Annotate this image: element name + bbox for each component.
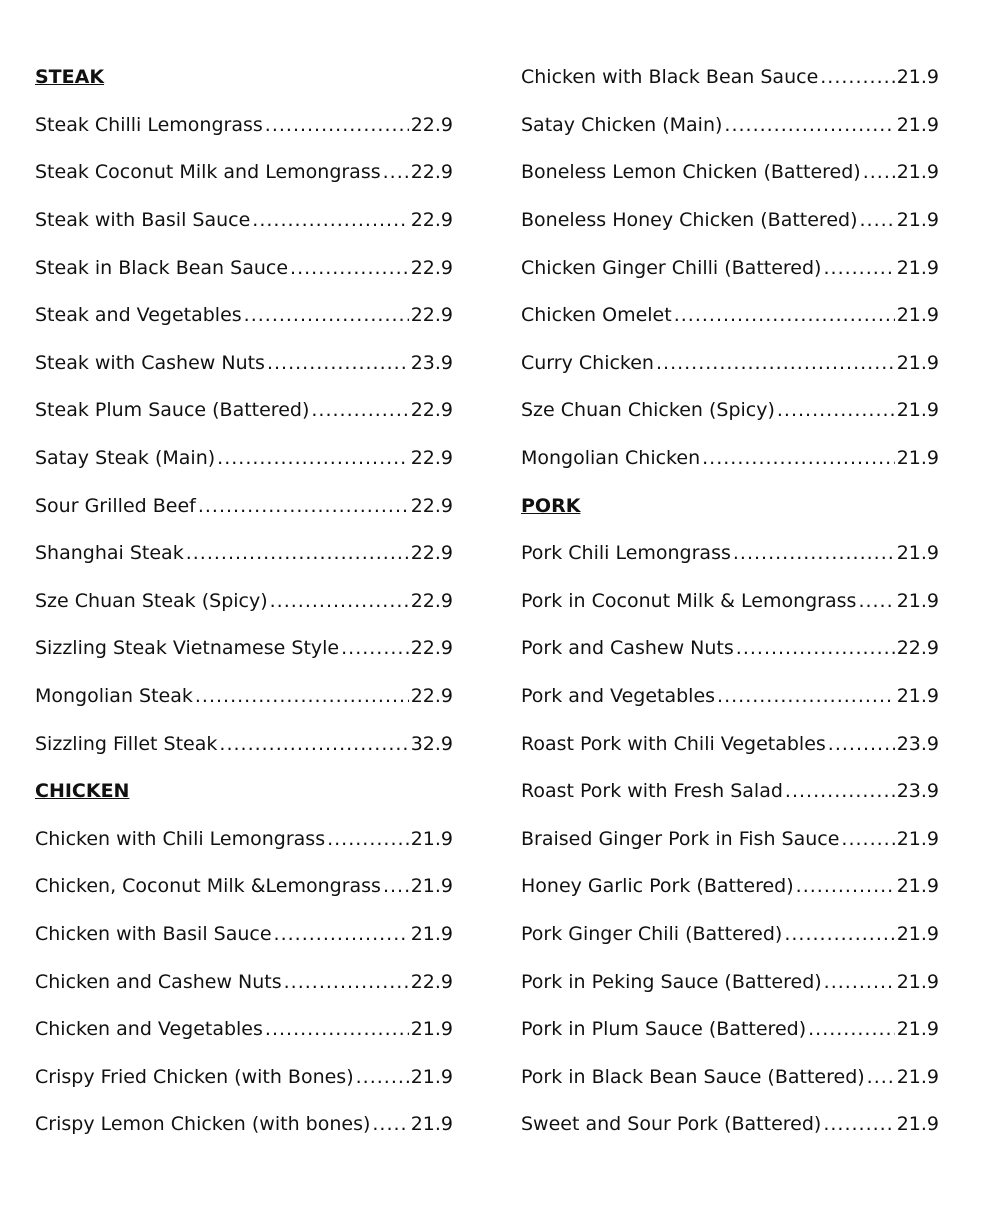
menu-item-name: Pork in Peking Sauce (Battered) [521, 970, 822, 993]
section-heading-label: STEAK [35, 66, 105, 89]
menu-item [35, 625, 453, 673]
menu-item-price: 21.9 [896, 447, 939, 470]
menu-item [521, 768, 939, 816]
dot-leader [186, 544, 409, 563]
menu-item-price: 23.9 [896, 732, 939, 755]
menu-item-name: Steak Coconut Milk and Lemongrass [35, 161, 381, 184]
menu-column-right [521, 54, 939, 1149]
menu-item-name: Honey Garlic Pork (Battered) [521, 875, 794, 898]
dot-leader [327, 830, 409, 849]
menu-item-name: Chicken Ginger Chilli (Battered) [521, 256, 822, 279]
menu-item-price: 22.9 [410, 209, 453, 232]
dot-leader [219, 735, 408, 754]
menu-item-name: Sour Grilled Beef [35, 494, 196, 517]
menu-item [521, 292, 939, 340]
menu-item [521, 244, 939, 292]
dot-leader [311, 401, 408, 420]
dot-leader [195, 687, 409, 706]
menu-item-price: 22.9 [410, 685, 453, 708]
dot-leader [198, 497, 409, 516]
menu-item-name: Steak Plum Sauce (Battered) [35, 399, 310, 422]
menu-item-price: 21.9 [896, 1065, 939, 1088]
menu-item-name: Pork in Plum Sauce (Battered) [521, 1018, 807, 1041]
menu-item [521, 911, 939, 959]
menu-item [521, 958, 939, 1006]
dot-leader [383, 163, 409, 182]
menu-item-name: Steak with Basil Sauce [35, 209, 251, 232]
section-heading [521, 482, 939, 530]
menu-item-name: Steak in Black Bean Sauce [35, 256, 289, 279]
menu-item-price: 21.9 [896, 399, 939, 422]
menu-item-price: 21.9 [896, 66, 939, 89]
menu-item-price: 22.9 [410, 256, 453, 279]
dot-leader [674, 306, 895, 325]
dot-leader [244, 306, 409, 325]
dot-leader [867, 1068, 895, 1087]
menu-item-name: Braised Ginger Pork in Fish Sauce [521, 827, 840, 850]
menu-item-name: Pork in Black Bean Sauce (Battered) [521, 1065, 865, 1088]
dot-leader [808, 1020, 895, 1039]
menu-item-name: Sweet and Sour Pork (Battered) [521, 1113, 822, 1136]
menu-item [35, 958, 453, 1006]
menu-item-name: Pork in Coconut Milk & Lemongrass [521, 589, 857, 612]
menu-item [35, 578, 453, 626]
menu-item-name: Satay Chicken (Main) [521, 113, 723, 136]
dot-leader [724, 116, 894, 135]
menu-item-price: 21.9 [410, 1065, 453, 1088]
dot-leader [828, 735, 895, 754]
menu-item-name: Pork Ginger Chili (Battered) [521, 922, 783, 945]
menu-item-name: Roast Pork with Fresh Salad [521, 780, 783, 803]
menu-item-name: Roast Pork with Chili Vegetables [521, 732, 826, 755]
dot-leader [383, 877, 409, 896]
menu-item-price: 21.9 [896, 589, 939, 612]
dot-leader [717, 687, 895, 706]
menu-item-name: Boneless Honey Chicken (Battered) [521, 209, 858, 232]
menu-item-price: 21.9 [896, 209, 939, 232]
menu-item [35, 102, 453, 150]
dot-leader [820, 68, 894, 87]
dot-leader [777, 401, 895, 420]
menu-item-price: 21.9 [896, 1018, 939, 1041]
menu-item-price: 21.9 [896, 161, 939, 184]
dot-leader [702, 449, 895, 468]
menu-item-price: 21.9 [896, 542, 939, 565]
menu-item-name: Chicken with Basil Sauce [35, 922, 272, 945]
menu-item-name: Satay Steak (Main) [35, 447, 216, 470]
dot-leader [252, 211, 408, 230]
menu-item [35, 1101, 453, 1149]
menu-item [521, 530, 939, 578]
menu-item [35, 1006, 453, 1054]
menu-item-price: 22.9 [410, 970, 453, 993]
menu-item-price: 23.9 [410, 351, 453, 374]
menu-item-price: 21.9 [410, 875, 453, 898]
menu-item-name: Steak with Cashew Nuts [35, 351, 265, 374]
menu-item-name: Chicken, Coconut Milk &Lemongrass [35, 875, 381, 898]
dot-leader [860, 211, 895, 230]
menu-item [35, 149, 453, 197]
menu-item-price: 22.9 [410, 542, 453, 565]
menu-item [521, 1101, 939, 1149]
dot-leader [270, 592, 409, 611]
menu-item [521, 54, 939, 102]
menu-item [35, 482, 453, 530]
menu-item [521, 720, 939, 768]
menu-item-name: Steak and Vegetables [35, 304, 242, 327]
menu-item-price: 21.9 [896, 351, 939, 374]
dot-leader [841, 830, 894, 849]
dot-leader [733, 544, 895, 563]
menu-item-price: 21.9 [896, 970, 939, 993]
menu-item [521, 149, 939, 197]
section-heading-label: CHICKEN [35, 780, 130, 803]
menu-item-price: 22.9 [410, 447, 453, 470]
menu-item [521, 1053, 939, 1101]
dot-leader [656, 354, 895, 373]
menu-item-name: Pork and Vegetables [521, 685, 716, 708]
dot-leader [823, 1115, 894, 1134]
menu-item [35, 863, 453, 911]
menu-item [521, 816, 939, 864]
menu-item-name: Pork Chili Lemongrass [521, 542, 731, 565]
menu-item-name: Chicken with Black Bean Sauce [521, 66, 819, 89]
menu-item [35, 435, 453, 483]
dot-leader [341, 639, 409, 658]
menu-item-price: 22.9 [410, 637, 453, 660]
section-heading [35, 54, 453, 102]
menu-item-name: Pork and Cashew Nuts [521, 637, 734, 660]
menu-item [35, 911, 453, 959]
menu-item-name: Crispy Lemon Chicken (with bones) [35, 1113, 371, 1136]
menu-item [35, 530, 453, 578]
dot-leader [356, 1068, 409, 1087]
dot-leader [217, 449, 409, 468]
dot-leader [823, 259, 894, 278]
menu-item [521, 340, 939, 388]
dot-leader [796, 877, 895, 896]
dot-leader [736, 639, 895, 658]
menu-item-price: 22.9 [410, 304, 453, 327]
menu-item-name: Crispy Fried Chicken (with Bones) [35, 1065, 354, 1088]
menu-item [521, 1006, 939, 1054]
menu-item-name: Chicken and Cashew Nuts [35, 970, 282, 993]
menu-item-name: Chicken Omelet [521, 304, 672, 327]
menu-item [35, 673, 453, 721]
dot-leader [290, 259, 409, 278]
menu-item-price: 21.9 [410, 827, 453, 850]
menu-item-name: Chicken and Vegetables [35, 1018, 263, 1041]
menu-item [521, 102, 939, 150]
menu-item-name: Mongolian Chicken [521, 447, 701, 470]
menu-item-name: Chicken with Chili Lemongrass [35, 827, 326, 850]
menu-item-price: 32.9 [410, 732, 453, 755]
menu-item [35, 197, 453, 245]
menu-column-left [35, 54, 453, 1149]
menu-item [35, 244, 453, 292]
dot-leader [784, 925, 894, 944]
dot-leader [284, 973, 409, 992]
menu-item-price: 22.9 [410, 161, 453, 184]
dot-leader [267, 354, 409, 373]
dot-leader [372, 1115, 408, 1134]
dot-leader [265, 1020, 409, 1039]
menu-item-price: 21.9 [410, 1113, 453, 1136]
menu-item [521, 197, 939, 245]
menu-item [521, 863, 939, 911]
menu-item [521, 625, 939, 673]
menu-item-name: Sizzling Steak Vietnamese Style [35, 637, 340, 660]
dot-leader [858, 592, 894, 611]
menu-item-price: 21.9 [896, 685, 939, 708]
menu-item-price: 22.9 [410, 399, 453, 422]
menu-item-name: Shanghai Steak [35, 542, 184, 565]
menu-item [35, 292, 453, 340]
menu-item [35, 720, 453, 768]
dot-leader [863, 163, 895, 182]
menu-item [35, 340, 453, 388]
menu-item-price: 21.9 [896, 875, 939, 898]
menu-item-price: 21.9 [896, 922, 939, 945]
menu-item-price: 22.9 [410, 494, 453, 517]
menu-item-name: Sizzling Fillet Steak [35, 732, 218, 755]
menu-item-price: 21.9 [896, 113, 939, 136]
menu-item-price: 22.9 [410, 589, 453, 612]
menu-item-price: 21.9 [410, 1018, 453, 1041]
menu-item-price: 21.9 [896, 256, 939, 279]
menu-item-name: Sze Chuan Steak (Spicy) [35, 589, 268, 612]
menu-item [35, 1053, 453, 1101]
menu-item-price: 22.9 [410, 113, 453, 136]
menu-item-name: Curry Chicken [521, 351, 654, 374]
menu-item [35, 387, 453, 435]
menu-item-name: Sze Chuan Chicken (Spicy) [521, 399, 775, 422]
dot-leader [274, 925, 409, 944]
menu-item [521, 673, 939, 721]
section-heading [35, 768, 453, 816]
menu-item-name: Boneless Lemon Chicken (Battered) [521, 161, 861, 184]
menu-item-name: Steak Chilli Lemongrass [35, 113, 263, 136]
menu-item [35, 816, 453, 864]
menu-item [521, 435, 939, 483]
menu-item [521, 387, 939, 435]
menu-item-price: 21.9 [896, 827, 939, 850]
menu-item-price: 22.9 [896, 637, 939, 660]
menu-item-price: 21.9 [410, 922, 453, 945]
menu-item-price: 23.9 [896, 780, 939, 803]
dot-leader [824, 973, 895, 992]
section-heading-label: PORK [521, 494, 581, 517]
menu-item [521, 578, 939, 626]
dot-leader [265, 116, 409, 135]
menu-item-price: 21.9 [896, 1113, 939, 1136]
menu-item-name: Mongolian Steak [35, 685, 193, 708]
menu-item-price: 21.9 [896, 304, 939, 327]
dot-leader [785, 782, 895, 801]
